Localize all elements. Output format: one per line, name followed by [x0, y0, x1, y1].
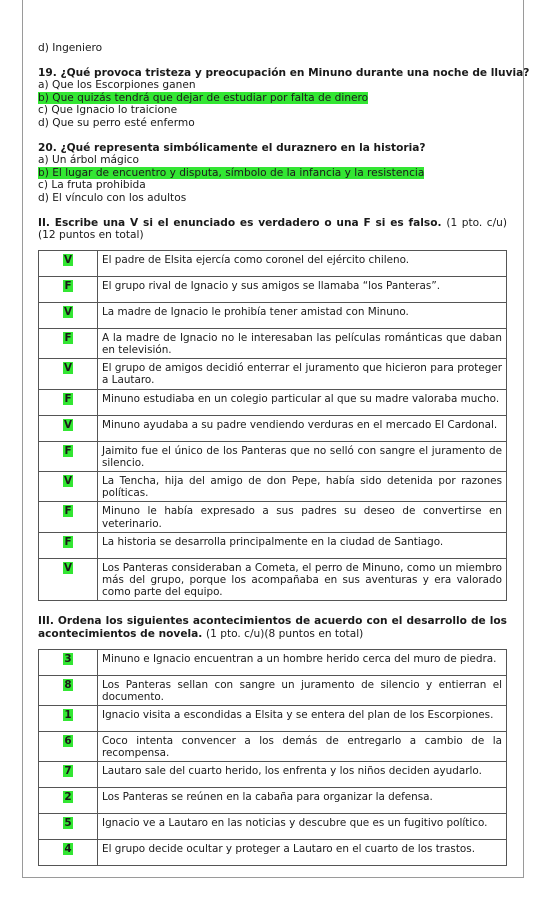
answer-value: 7: [64, 765, 72, 778]
statement-text: Coco intenta convencer a los demás de entregarlo a cambio de la recompensa.: [98, 731, 507, 761]
answer-value: F: [64, 444, 72, 457]
table-row: [39, 328, 507, 358]
section3-title: III. Ordena los siguientes acontecimientos de acuerdo con el desarrollo de los acontecimientos de novela.: [38, 615, 507, 640]
document-content: [38, 42, 530, 866]
statement-text: El grupo rival de Ignacio y sus amigos se llamaba “los Panteras”.: [98, 276, 507, 302]
table-row: [39, 276, 507, 302]
answer-cell: [39, 471, 98, 501]
answer-value: 8: [64, 678, 72, 691]
table-row: [39, 558, 507, 601]
answer-value: V: [63, 561, 73, 574]
statement-text: Los Panteras sellan con sangre un juramento de silencio y entierran el documento.: [98, 675, 507, 705]
q20-option-b: b) El lugar de encuentro y disputa, símbolo de la infancia y la resistencia: [38, 166, 425, 179]
answer-cell: [39, 532, 98, 558]
statement-text: El grupo de amigos decidió enterrar el juramento que hicieron para proteger a Lautaro.: [98, 359, 507, 389]
answer-value: 5: [64, 817, 72, 830]
answer-value: F: [64, 392, 72, 405]
table-row: [39, 532, 507, 558]
table-row: [39, 675, 507, 705]
table-row: [39, 840, 507, 866]
ordering-table: [38, 649, 507, 867]
statement-text: El grupo decide ocultar y proteger a Lautaro en el cuarto de los trastos.: [98, 840, 507, 866]
statement-text: El padre de Elsita ejercía como coronel del ejército chileno.: [98, 250, 507, 276]
section2-heading: [38, 217, 507, 242]
statement-text: Minuno ayudaba a su padre vendiendo verduras en el mercado El Cardonal.: [98, 415, 507, 441]
q20-option-a: a) Un árbol mágico: [38, 154, 139, 167]
answer-cell: [39, 762, 98, 788]
answer-value: 1: [64, 708, 72, 721]
statement-text: Minuno estudiaba en un colegio particular al que su madre valoraba mucho.: [98, 389, 507, 415]
document-page: [22, 0, 530, 878]
table-row: [39, 389, 507, 415]
table-row: [39, 471, 507, 501]
true-false-table: [38, 250, 507, 602]
statement-text: La Tencha, hija del amigo de don Pepe, había sido detenida por razones políticas.: [98, 471, 507, 501]
q19-option-b: b) Que quizás tendrá que dejar de estudiar por falta de dinero: [38, 91, 369, 104]
answer-cell: [39, 302, 98, 328]
answer-value: F: [64, 535, 72, 548]
statement-text: Lautaro sale del cuarto herido, los enfrenta y los niños deciden ayudarlo.: [98, 762, 507, 788]
answer-cell: [39, 359, 98, 389]
table-row: [39, 814, 507, 840]
answer-cell: [39, 649, 98, 675]
answer-value: 6: [64, 734, 72, 747]
answer-value: V: [63, 305, 73, 318]
table-row: [39, 649, 507, 675]
answer-cell: [39, 276, 98, 302]
answer-value: V: [63, 474, 73, 487]
statement-text: La madre de Ignacio le prohibía tener amistad con Minuno.: [98, 302, 507, 328]
q20-option-d: d) El vínculo con los adultos: [38, 191, 187, 204]
table-row: [39, 359, 507, 389]
answer-value: 4: [64, 843, 72, 856]
q19-title: 19. ¿Qué provoca tristeza y preocupación en Minuno durante una noche de lluvia?: [38, 66, 530, 79]
statement-text: Los Panteras se reúnen en la cabaña para organizar la defensa.: [98, 788, 507, 814]
table-row: [39, 705, 507, 731]
statement-text: La historia se desarrolla principalmente en la ciudad de Santiago.: [98, 532, 507, 558]
table-row: [39, 250, 507, 276]
answer-cell: [39, 558, 98, 601]
answer-cell: [39, 788, 98, 814]
answer-cell: [39, 441, 98, 471]
table-row: [39, 502, 507, 532]
q20-option-c: c) La fruta prohibida: [38, 179, 146, 192]
table-row: [39, 762, 507, 788]
answer-cell: [39, 814, 98, 840]
answer-cell: [39, 502, 98, 532]
section2-points: (1 pto. c/u) (12 puntos en total): [38, 216, 507, 242]
answer-value: V: [63, 253, 73, 266]
answer-value: 3: [64, 652, 72, 665]
answer-cell: [39, 415, 98, 441]
section3-points: (1 pto. c/u)(8 puntos en total): [206, 627, 364, 640]
section2-title: II. Escribe una V si el enunciado es verdadero o una F si es falso.: [38, 216, 442, 229]
table-row: [39, 415, 507, 441]
answer-value: F: [64, 505, 72, 518]
answer-value: F: [64, 331, 72, 344]
table-row: [39, 731, 507, 761]
section3-heading: [38, 615, 507, 640]
q19-option-c: c) Que Ignacio lo traicione: [38, 104, 178, 117]
q18-option-d: d) Ingeniero: [38, 42, 103, 54]
answer-cell: [39, 328, 98, 358]
statement-text: Jaimito fue el único de los Panteras que no selló con sangre el juramento de silencio.: [98, 441, 507, 471]
answer-value: 2: [64, 791, 72, 804]
statement-text: Minuno e Ignacio encuentran a un hombre herido cerca del muro de piedra.: [98, 649, 507, 675]
statement-text: A la madre de Ignacio no le interesaban las películas románticas que daban en televisión.: [98, 328, 507, 358]
answer-cell: [39, 731, 98, 761]
statement-text: Minuno le había expresado a sus padres su deseo de convertirse en veterinario.: [98, 502, 507, 532]
statement-text: Ignacio ve a Lautaro en las noticias y descubre que es un fugitivo político.: [98, 814, 507, 840]
answer-value: V: [63, 362, 73, 375]
answer-value: V: [63, 418, 73, 431]
q19-option-a: a) Que los Escorpiones ganen: [38, 79, 196, 92]
answer-cell: [39, 389, 98, 415]
answer-value: F: [64, 279, 72, 292]
table-row: [39, 788, 507, 814]
statement-text: Los Panteras consideraban a Cometa, el perro de Minuno, como un miembro más del grupo, porque los acompañaba en sus aventuras y era valorado como parte del equipo.: [98, 558, 507, 601]
answer-cell: [39, 840, 98, 866]
q20-title: 20. ¿Qué representa simbólicamente el duraznero en la historia?: [38, 141, 426, 154]
answer-cell: [39, 705, 98, 731]
q19-option-d: d) Que su perro esté enfermo: [38, 116, 195, 129]
table-row: [39, 441, 507, 471]
table-row: [39, 302, 507, 328]
answer-cell: [39, 250, 98, 276]
answer-cell: [39, 675, 98, 705]
statement-text: Ignacio visita a escondidas a Elsita y se entera del plan de los Escorpiones.: [98, 705, 507, 731]
